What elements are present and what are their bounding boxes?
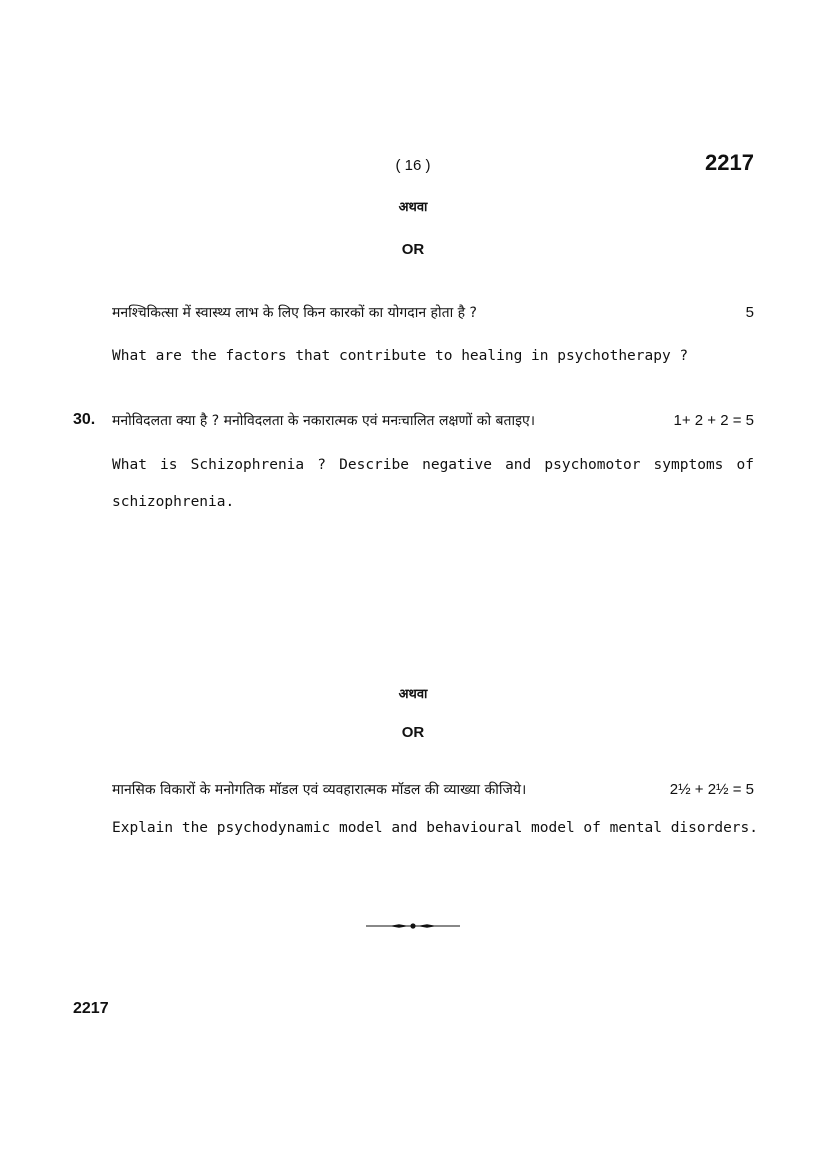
marks-alt-30: 2½ + 2½ = 5	[669, 781, 754, 798]
end-ornament-icon	[365, 920, 461, 932]
marks-alt-29: 5	[745, 304, 754, 321]
or-label-1: OR	[401, 241, 425, 258]
page-number: ( 16 )	[395, 157, 431, 174]
question-number-30: 30.	[73, 411, 96, 428]
english-question-30-line2: schizophrenia.	[112, 494, 235, 510]
athva-label-2: अथवा	[398, 687, 428, 702]
athva-label-1: अथवा	[398, 200, 428, 215]
or-label-2: OR	[401, 724, 425, 741]
english-question-30-line1: What is Schizophrenia ? Describe negative and psychomotor symptoms of	[112, 457, 754, 473]
paper-code-footer: 2217	[73, 1000, 109, 1017]
marks-30: 1+ 2 + 2 = 5	[673, 412, 754, 429]
hindi-question-30: मनोविदलता क्या है ? मनोविदलता के नकारात्मक एवं मनःचालित लक्षणों को बताइए।	[112, 413, 536, 429]
hindi-question-alt-29: मनश्चिकित्सा में स्वास्थ्य लाभ के लिए किन कारकों का योगदान होता है ?	[112, 305, 477, 321]
english-question-alt-29: What are the factors that contribute to healing in psychotherapy ?	[112, 348, 689, 364]
hindi-question-alt-30: मानसिक विकारों के मनोगतिक मॉडल एवं व्यवहारात्मक मॉडल की व्याख्या कीजिये।	[112, 782, 527, 798]
english-question-alt-30: Explain the psychodynamic model and behavioural model of mental disorders.	[112, 820, 759, 836]
paper-code-header: 2217	[705, 150, 754, 175]
